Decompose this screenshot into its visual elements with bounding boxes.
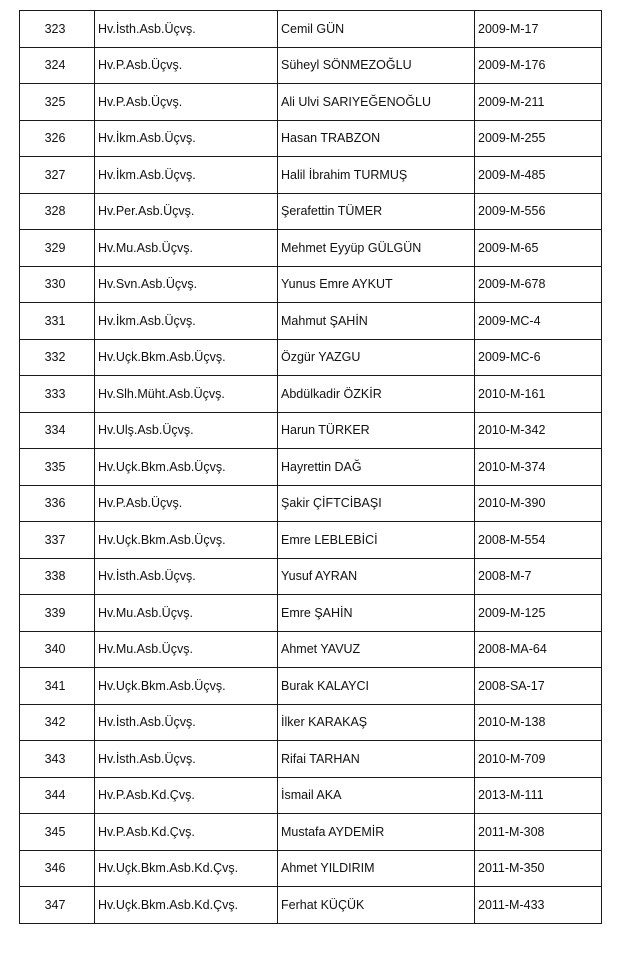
person-name-cell: Ferhat KÜÇÜK — [278, 887, 475, 924]
table-row — [20, 266, 602, 303]
table-body — [20, 11, 602, 924]
registry-number-cell: 2009-MC-4 — [475, 303, 602, 340]
person-name-cell: İsmail AKA — [278, 777, 475, 814]
rank-cell: Hv.İkm.Asb.Üçvş. — [95, 120, 278, 157]
registry-number-cell: 2010-M-342 — [475, 412, 602, 449]
person-name-cell: Cemil GÜN — [278, 11, 475, 48]
table-row — [20, 522, 602, 559]
person-name-cell: Ali Ulvi SARIYEĞENOĞLU — [278, 84, 475, 121]
person-name-cell: İlker KARAKAŞ — [278, 704, 475, 741]
table-row — [20, 814, 602, 851]
personnel-table — [19, 10, 602, 924]
registry-number-cell: 2008-SA-17 — [475, 668, 602, 705]
table-row — [20, 704, 602, 741]
rank-cell: Hv.Mu.Asb.Üçvş. — [95, 230, 278, 267]
rank-cell: Hv.İsth.Asb.Üçvş. — [95, 11, 278, 48]
rank-cell: Hv.Mu.Asb.Üçvş. — [95, 595, 278, 632]
table-row — [20, 339, 602, 376]
rank-cell: Hv.Slh.Müht.Asb.Üçvş. — [95, 376, 278, 413]
person-name-cell: Rifai TARHAN — [278, 741, 475, 778]
person-name-cell: Mustafa AYDEMİR — [278, 814, 475, 851]
registry-number-cell: 2009-M-65 — [475, 230, 602, 267]
table-row — [20, 84, 602, 121]
row-number: 329 — [20, 230, 95, 267]
row-number: 332 — [20, 339, 95, 376]
rank-cell: Hv.Svn.Asb.Üçvş. — [95, 266, 278, 303]
row-number: 333 — [20, 376, 95, 413]
registry-number-cell: 2009-M-125 — [475, 595, 602, 632]
registry-number-cell: 2008-MA-64 — [475, 631, 602, 668]
person-name-cell: Ahmet YAVUZ — [278, 631, 475, 668]
table-row — [20, 595, 602, 632]
row-number: 339 — [20, 595, 95, 632]
rank-cell: Hv.P.Asb.Üçvş. — [95, 485, 278, 522]
rank-cell: Hv.Ulş.Asb.Üçvş. — [95, 412, 278, 449]
table-row — [20, 777, 602, 814]
row-number: 328 — [20, 193, 95, 230]
rank-cell: Hv.Uçk.Bkm.Asb.Kd.Çvş. — [95, 850, 278, 887]
registry-number-cell: 2010-M-374 — [475, 449, 602, 486]
rank-cell: Hv.İkm.Asb.Üçvş. — [95, 303, 278, 340]
person-name-cell: Şerafettin TÜMER — [278, 193, 475, 230]
person-name-cell: Mehmet Eyyüp GÜLGÜN — [278, 230, 475, 267]
table-row — [20, 120, 602, 157]
registry-number-cell: 2011-M-350 — [475, 850, 602, 887]
row-number: 337 — [20, 522, 95, 559]
table-row — [20, 449, 602, 486]
person-name-cell: Ahmet YILDIRIM — [278, 850, 475, 887]
table-row — [20, 376, 602, 413]
table-row — [20, 412, 602, 449]
rank-cell: Hv.Mu.Asb.Üçvş. — [95, 631, 278, 668]
registry-number-cell: 2009-MC-6 — [475, 339, 602, 376]
registry-number-cell: 2009-M-211 — [475, 84, 602, 121]
person-name-cell: Mahmut ŞAHİN — [278, 303, 475, 340]
table-row — [20, 303, 602, 340]
row-number: 323 — [20, 11, 95, 48]
registry-number-cell: 2009-M-678 — [475, 266, 602, 303]
table-row — [20, 157, 602, 194]
person-name-cell: Burak KALAYCI — [278, 668, 475, 705]
table-row — [20, 741, 602, 778]
registry-number-cell: 2010-M-709 — [475, 741, 602, 778]
row-number: 327 — [20, 157, 95, 194]
rank-cell: Hv.P.Asb.Üçvş. — [95, 47, 278, 84]
row-number: 347 — [20, 887, 95, 924]
person-name-cell: Emre ŞAHİN — [278, 595, 475, 632]
person-name-cell: Harun TÜRKER — [278, 412, 475, 449]
table-row — [20, 485, 602, 522]
table-row — [20, 668, 602, 705]
rank-cell: Hv.P.Asb.Kd.Çvş. — [95, 814, 278, 851]
table-row — [20, 11, 602, 48]
registry-number-cell: 2008-M-554 — [475, 522, 602, 559]
row-number: 336 — [20, 485, 95, 522]
rank-cell: Hv.P.Asb.Kd.Çvş. — [95, 777, 278, 814]
rank-cell: Hv.Uçk.Bkm.Asb.Üçvş. — [95, 668, 278, 705]
row-number: 346 — [20, 850, 95, 887]
rank-cell: Hv.Uçk.Bkm.Asb.Üçvş. — [95, 449, 278, 486]
row-number: 331 — [20, 303, 95, 340]
row-number: 330 — [20, 266, 95, 303]
table-row — [20, 230, 602, 267]
rank-cell: Hv.İsth.Asb.Üçvş. — [95, 704, 278, 741]
person-name-cell: Abdülkadir ÖZKİR — [278, 376, 475, 413]
person-name-cell: Hayrettin DAĞ — [278, 449, 475, 486]
row-number: 326 — [20, 120, 95, 157]
row-number: 338 — [20, 558, 95, 595]
registry-number-cell: 2009-M-176 — [475, 47, 602, 84]
table-row — [20, 558, 602, 595]
rank-cell: Hv.Uçk.Bkm.Asb.Kd.Çvş. — [95, 887, 278, 924]
person-name-cell: Hasan TRABZON — [278, 120, 475, 157]
registry-number-cell: 2009-M-556 — [475, 193, 602, 230]
registry-number-cell: 2008-M-7 — [475, 558, 602, 595]
row-number: 324 — [20, 47, 95, 84]
registry-number-cell: 2009-M-255 — [475, 120, 602, 157]
row-number: 342 — [20, 704, 95, 741]
table-row — [20, 47, 602, 84]
registry-number-cell: 2010-M-138 — [475, 704, 602, 741]
person-name-cell: Emre LEBLEBİCİ — [278, 522, 475, 559]
row-number: 345 — [20, 814, 95, 851]
registry-number-cell: 2011-M-308 — [475, 814, 602, 851]
registry-number-cell: 2011-M-433 — [475, 887, 602, 924]
rank-cell: Hv.İsth.Asb.Üçvş. — [95, 741, 278, 778]
person-name-cell: Özgür YAZGU — [278, 339, 475, 376]
registry-number-cell: 2010-M-390 — [475, 485, 602, 522]
table-row — [20, 193, 602, 230]
person-name-cell: Halil İbrahim TURMUŞ — [278, 157, 475, 194]
rank-cell: Hv.P.Asb.Üçvş. — [95, 84, 278, 121]
rank-cell: Hv.Uçk.Bkm.Asb.Üçvş. — [95, 339, 278, 376]
rank-cell: Hv.Uçk.Bkm.Asb.Üçvş. — [95, 522, 278, 559]
person-name-cell: Süheyl SÖNMEZOĞLU — [278, 47, 475, 84]
row-number: 335 — [20, 449, 95, 486]
row-number: 325 — [20, 84, 95, 121]
rank-cell: Hv.İsth.Asb.Üçvş. — [95, 558, 278, 595]
rank-cell: Hv.Per.Asb.Üçvş. — [95, 193, 278, 230]
person-name-cell: Yunus Emre AYKUT — [278, 266, 475, 303]
person-name-cell: Yusuf AYRAN — [278, 558, 475, 595]
row-number: 340 — [20, 631, 95, 668]
row-number: 334 — [20, 412, 95, 449]
table-row — [20, 887, 602, 924]
row-number: 344 — [20, 777, 95, 814]
table-row — [20, 631, 602, 668]
registry-number-cell: 2009-M-485 — [475, 157, 602, 194]
row-number: 341 — [20, 668, 95, 705]
person-name-cell: Şakir ÇİFTCİBAŞI — [278, 485, 475, 522]
registry-number-cell: 2013-M-111 — [475, 777, 602, 814]
registry-number-cell: 2010-M-161 — [475, 376, 602, 413]
table-row — [20, 850, 602, 887]
registry-number-cell: 2009-M-17 — [475, 11, 602, 48]
rank-cell: Hv.İkm.Asb.Üçvş. — [95, 157, 278, 194]
row-number: 343 — [20, 741, 95, 778]
